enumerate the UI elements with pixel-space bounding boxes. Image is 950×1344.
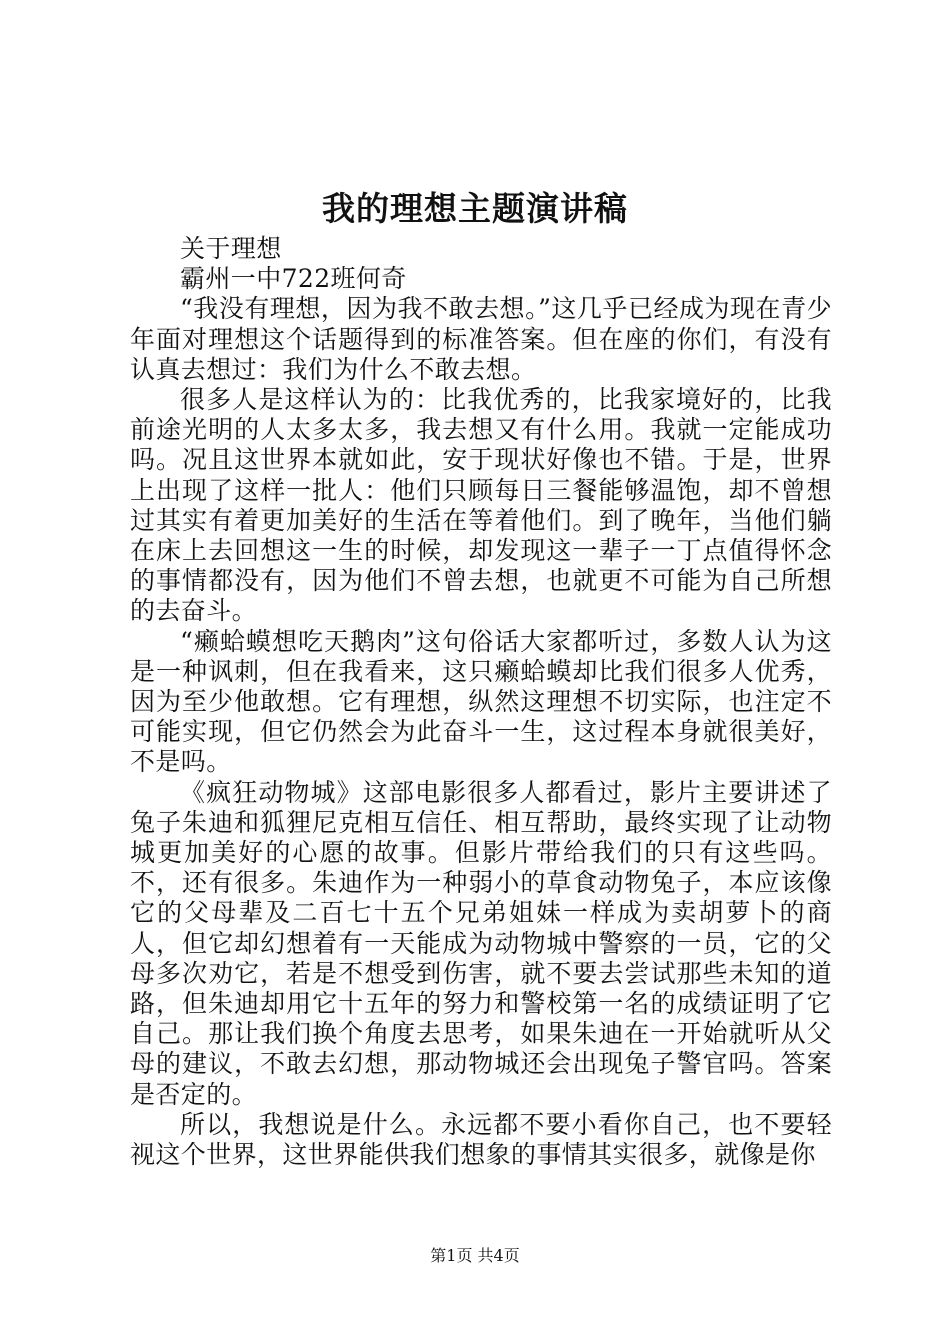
paragraph: “我没有理想，因为我不敢去想。”这几乎已经成为现在青少年面对理想这个话题得到的标准答案。但在座的你们，有没有认真去想过：我们为什么不敢去想。 [130,294,832,384]
document-title: 我的理想主题演讲稿 [322,189,628,228]
author-line: 霸州一中722班何奇 [180,264,407,294]
subtitle-topic: 关于理想 [180,234,282,263]
paragraph: 很多人是这样认为的：比我优秀的，比我家境好的，比我前途光明的人太多太多，我去想又有什么用。我就一定能成功吗。况且这世界本就如此，安于现状好像也不错。于是，世界上出现了这样一批人：他们只顾每日三餐能够温饱，却不曾想过其实有着更加美好的生活在等着他们。到了晚年，当他们躺在床上去回想这一生的时候，却发现这一辈子一丁点值得怀念的事情都没有，因为他们不曾去想，也就更不可能为自己所想的去奋斗。 [130,385,832,626]
page-footer: 第1页 共4页 [430,1246,520,1265]
paragraph: 所以，我想说是什么。永远都不要小看你自己，也不要轻视这个世界，这世界能供我们想象的事情其实很多，就像是你 [130,1109,832,1170]
document-body [130,234,832,1170]
paragraph: “癞蛤蟆想吃天鹅肉”这句俗话大家都听过，多数人认为这是一种讽刺，但在我看来，这只癞蛤蟆却比我们很多人优秀，因为至少他敢想。它有理想，纵然这理想不切实际，也注定不可能实现，但它仍然会为此奋斗一生，这过程本身就很美好，不是吗。 [130,626,832,777]
paragraph: 《疯狂动物城》这部电影很多人都看过，影片主要讲述了兔子朱迪和狐狸尼克相互信任、相互帮助，最终实现了让动物城更加美好的心愿的故事。但影片带给我们的只有这些吗。不，还有很多。朱迪作为一种弱小的草食动物兔子，本应该像它的父母辈及二百七十五个兄弟姐妹一样成为卖胡萝卜的商人，但它却幻想着有一天能成为动物城中警察的一员，它的父母多次劝它，若是不想受到伤害，就不要去尝试那些未知的道路，但朱迪却用它十五年的努力和警校第一名的成绩证明了它自己。那让我们换个角度去思考，如果朱迪在一开始就听从父母的建议，不敢去幻想，那动物城还会出现兔子警官吗。答案是否定的。 [130,777,832,1109]
